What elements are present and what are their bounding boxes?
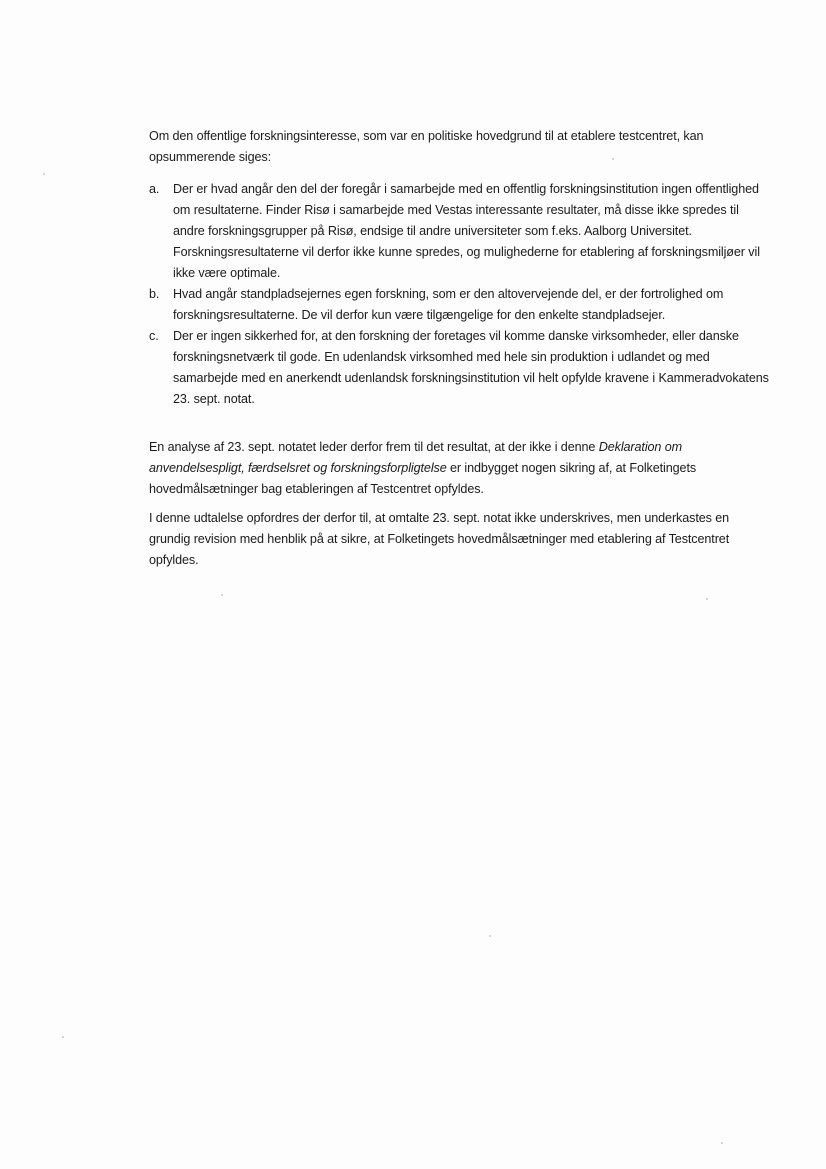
list-item <box>149 284 769 326</box>
conclusion-paragraph: I denne udtalelse opfordres der derfor til, at omtalte 23. sept. notat ikke underskrives, men underkastes en grundig revision med henblik på at sikre, at Folketingets hovedmålsætninger med etablering af Testcentret opfyldes. <box>149 511 730 567</box>
findings-list <box>149 179 769 410</box>
intro-paragraph: Om den offentlige forskningsinteresse, som var en politiske hovedgrund til at etablere testcentret, kan opsummerende siges: <box>149 129 704 164</box>
declaration-title: Deklaration om anvendelsespligt, færdselsret og forskningsforpligtelse <box>149 440 683 475</box>
scan-speck <box>43 173 45 175</box>
document-body <box>149 126 769 579</box>
list-marker: a. <box>149 182 160 196</box>
list-item-text: Der er ingen sikkerhed for, at den forskning der foretages vil komme danske virksomheder, eller danske forskningsnetværk til gode. En udenlandsk virksomhed med hele sin produktion i udlandet og med samarbejde med en anerkendt udenlandsk forskningsinstitution vil helt opfylde kravene i Kammeradvokatens 23. sept. notat. <box>173 329 769 406</box>
list-item-text: Hvad angår standpladsejernes egen forskning, som er den altovervejende del, er der fortrolighed om forskningsresultaterne. De vil derfor kun være tilgængelige for den enkelte standpladsejer. <box>173 287 724 322</box>
list-marker: c. <box>149 329 159 343</box>
scan-speck <box>721 1142 723 1144</box>
list-item-text: Der er hvad angår den del der foregår i samarbejde med en offentlig forskningsinstitution ingen offentlighed om resultaterne. Finder Risø i samarbejde med Vestas interessante resultater, må disse ikke spredes til andre forskningsgrupper på Risø, endsige til andre universiteter som f.eks. Aalborg Universitet. Forskningsresultaterne vil derfor ikke kunne spredes, og mulighederne for etablering af forskningsmiljøer vil ikke være optimale. <box>173 182 760 280</box>
scan-speck <box>62 1036 64 1038</box>
analysis-text-after: er indbygget nogen sikring af, at Folketingets hovedmålsætninger bag etableringen af Testcentret opfyldes. <box>149 461 697 496</box>
analysis-paragraph <box>149 437 769 500</box>
scan-speck <box>221 594 223 596</box>
list-item <box>149 326 769 410</box>
list-item <box>149 179 769 284</box>
scan-speck <box>706 598 708 600</box>
analysis-text-before: En analyse af 23. sept. notatet leder derfor frem til det resultat, at der ikke i denne <box>149 440 599 454</box>
list-marker: b. <box>149 287 160 301</box>
scan-speck <box>612 158 614 160</box>
scan-speck <box>489 935 491 937</box>
